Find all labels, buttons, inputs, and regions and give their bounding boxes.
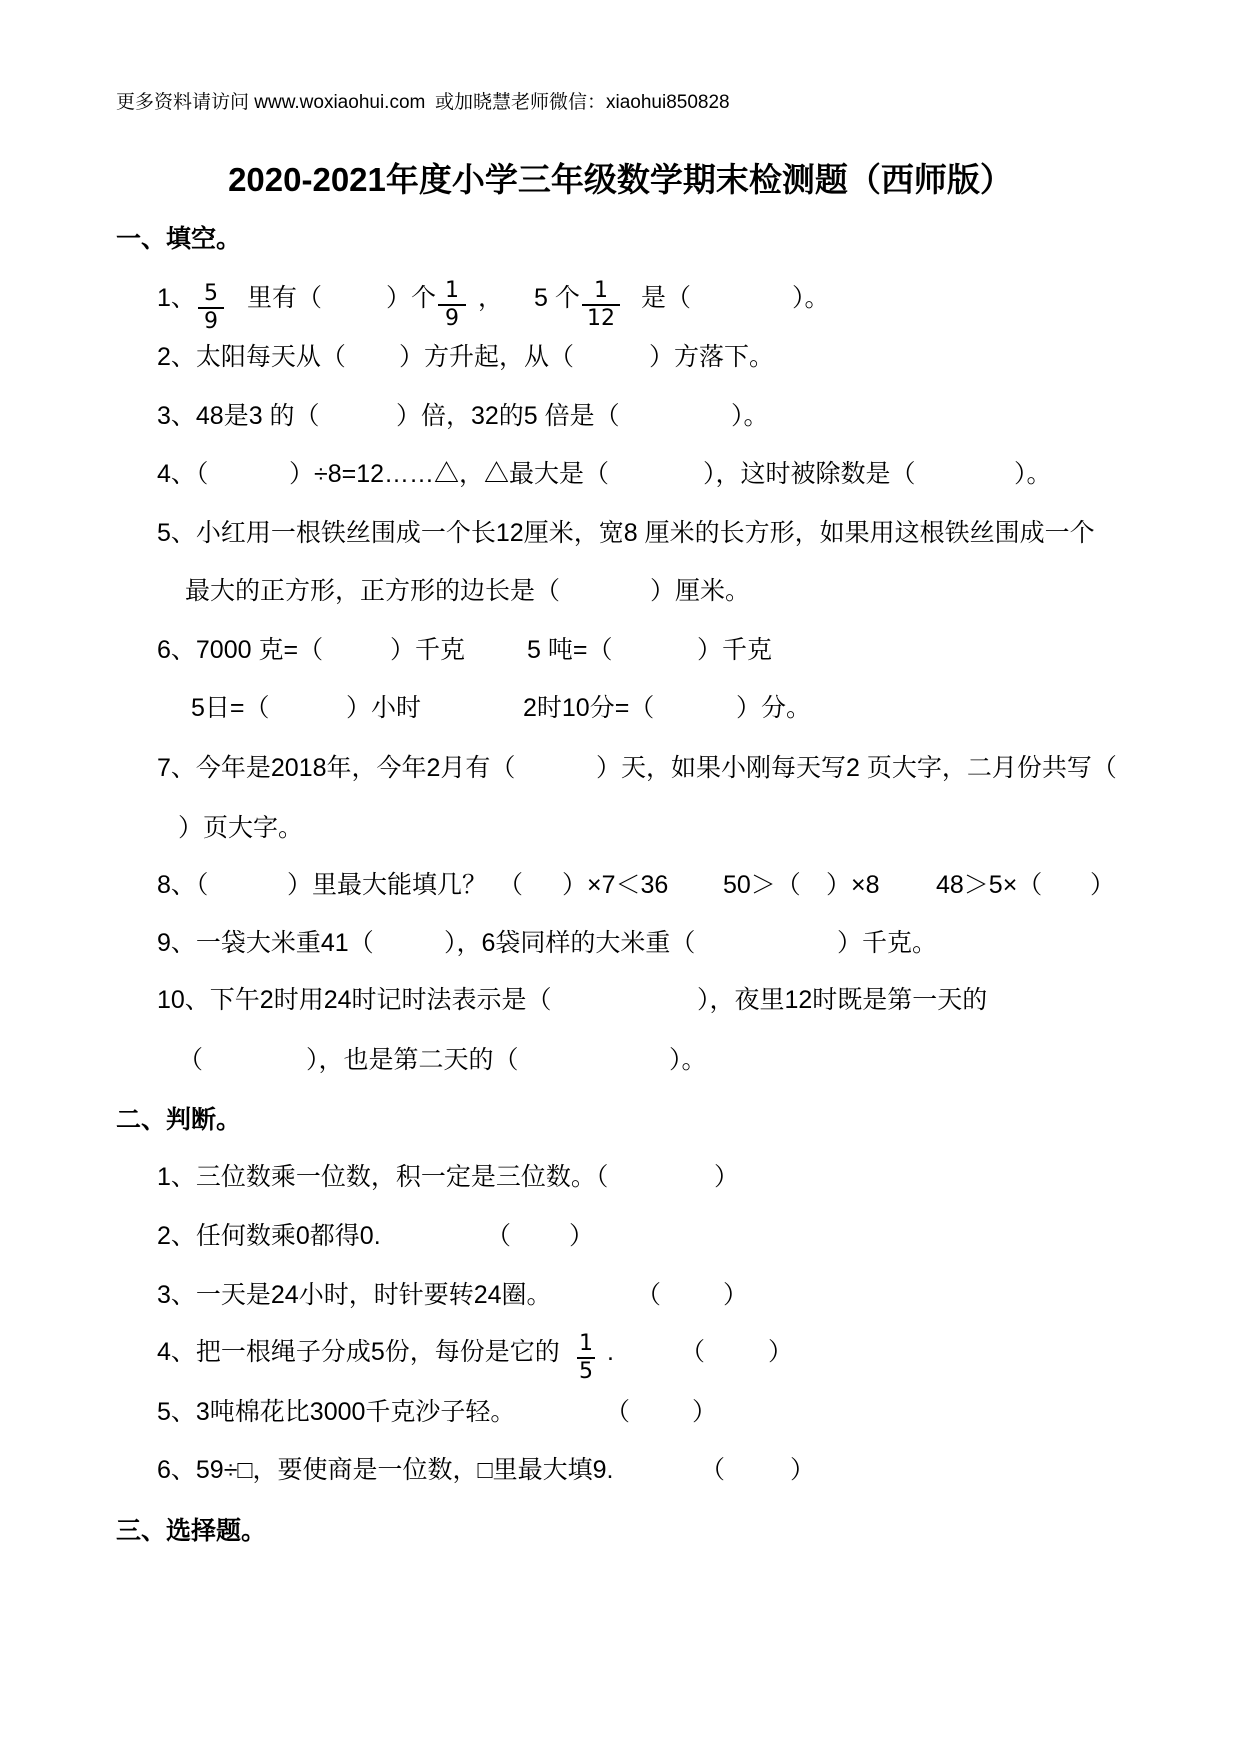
question-text: 6、59÷□，要使商是一位数，□里最大填9. (157, 1456, 614, 1484)
fraction-numerator: 1 (579, 1331, 593, 1356)
question-text: 2、太阳每天从（ (157, 343, 346, 371)
question-text: ），6袋同样的大米重（ (444, 929, 696, 957)
question-text: 4、（ (157, 460, 209, 488)
question-text: ）。 (669, 1046, 707, 1074)
question-text: ），夜里12时既是第一天的 (697, 986, 988, 1014)
judge-question-6 (0, 1453, 1241, 1487)
question-text: 1、三位数乘一位数，积一定是三位数。（ (157, 1163, 609, 1191)
question-text: ） (714, 1163, 740, 1191)
question-text: ）。 (1014, 460, 1052, 488)
question-text: （ (605, 1398, 631, 1426)
question-text: ） (1090, 871, 1116, 899)
question-text: 5 个 (534, 284, 580, 312)
judge-question-4 (0, 1331, 1241, 1384)
question-text: ）小时 (346, 694, 422, 722)
question-text: ）厘米。 (650, 577, 751, 605)
fill-question-5-continued (0, 574, 1241, 608)
question-text: 5、3吨棉花比3000千克沙子轻。 (157, 1398, 516, 1426)
question-text: （ (486, 1222, 512, 1250)
question-text: 5日=（ (191, 694, 270, 722)
question-text: 3、48是3 的（ (157, 402, 320, 430)
judge-question-1 (0, 1160, 1241, 1194)
question-number: 1、 (157, 284, 196, 312)
question-text: ）×7＜36 (562, 871, 669, 899)
question-text: 4、把一根绳子分成5份，每份是它的 (157, 1338, 560, 1366)
section-heading-choice: 三、选择题。 (116, 1517, 267, 1545)
judge-question-5 (0, 1395, 1241, 1429)
question-text: ） (692, 1398, 718, 1426)
header-site-text: 更多资料请访问 www.woxiaohui.com (116, 92, 426, 113)
question-text: 9、一袋大米重41（ (157, 929, 374, 957)
question-text: （ (680, 1338, 706, 1366)
question-text: 是（ (641, 284, 692, 312)
fill-question-7 (0, 751, 1241, 785)
question-text: （ (700, 1456, 726, 1484)
question-text: ），这时被除数是（ (703, 460, 916, 488)
question-text: （ (636, 1281, 662, 1309)
question-text: ）页大字。 (178, 814, 304, 842)
fill-question-6 (0, 633, 1241, 667)
question-text: ）千克 (697, 636, 773, 664)
question-text: ） (790, 1456, 816, 1484)
question-text: 50＞（ (723, 871, 801, 899)
question-text: 2、任何数乘0都得0. (157, 1222, 381, 1250)
question-text: ）里最大能填几？ (287, 871, 488, 899)
question-text: 6、7000 克=（ (157, 636, 324, 664)
fill-question-10-continued (0, 1043, 1241, 1077)
fraction-denominator: 12 (587, 306, 615, 331)
question-text: ）倍，32的5 倍是（ (396, 402, 620, 430)
question-text: ）×8 (826, 871, 880, 899)
question-text: ， (478, 284, 504, 312)
fraction (198, 281, 224, 335)
header-wechat-text: 或加晓慧老师微信：xiaohui850828 (435, 92, 730, 113)
question-text: ），也是第二天的（ (306, 1046, 519, 1074)
question-text: 5、小红用一根铁丝围成一个长12厘米，宽8 厘米的长方形，如果用这根铁丝围成一个 (157, 519, 1095, 547)
question-text: ）个 (386, 284, 437, 312)
question-text: ）方落下。 (649, 343, 775, 371)
judge-question-3 (0, 1278, 1241, 1312)
question-text: 3、一天是24小时，时针要转24圈。 (157, 1281, 552, 1309)
question-text: 2时10分=（ (523, 694, 655, 722)
question-text: ）÷8=12……△，△最大是（ (289, 460, 610, 488)
question-text: 8、（ (157, 871, 209, 899)
fraction-denominator: 9 (204, 309, 218, 334)
question-text: ）天，如果小刚每天写2 页大字，二月份共写（ (596, 754, 1117, 782)
question-text: ）。 (731, 402, 769, 430)
question-text: 10、下午2时用24时记时法表示是（ (157, 986, 552, 1014)
question-text: ） (569, 1222, 595, 1250)
question-text: . (607, 1338, 614, 1366)
question-text: ）千克 (390, 636, 466, 664)
question-text: ）。 (792, 284, 830, 312)
question-text: （ (178, 1046, 204, 1074)
fill-question-1 (0, 278, 1241, 334)
question-text: 48＞5×（ (936, 871, 1043, 899)
fill-question-8 (0, 868, 1241, 902)
question-text: （ (498, 871, 524, 899)
page-title: 2020-2021年度小学三年级数学期末检测题（西师版） (228, 161, 1013, 198)
question-text: ）千克。 (837, 929, 938, 957)
question-text: 最大的正方形，正方形的边长是（ (185, 577, 561, 605)
section-heading-fill: 一、填空。 (116, 225, 242, 253)
fill-question-5 (0, 516, 1241, 550)
fill-question-3 (0, 399, 1241, 433)
section-heading-judge: 二、判断。 (116, 1106, 242, 1134)
question-text: ）方升起，从（ (399, 343, 575, 371)
question-text: ） (768, 1338, 794, 1366)
question-text: ） (723, 1281, 749, 1309)
fraction (577, 1331, 595, 1385)
fraction-denominator: 9 (445, 306, 459, 331)
question-text: 7、今年是2018年，今年2月有（ (157, 754, 516, 782)
fraction-denominator: 5 (579, 1359, 593, 1384)
fraction (582, 278, 620, 332)
judge-question-2 (0, 1219, 1241, 1253)
question-text: 里有（ (247, 284, 323, 312)
question-text: ）分。 (736, 694, 812, 722)
fill-question-9 (0, 926, 1241, 960)
fill-question-7-continued (0, 811, 1241, 845)
fill-question-2 (0, 340, 1241, 374)
fraction-numerator: 1 (445, 278, 459, 303)
fraction (438, 278, 466, 332)
fill-question-10 (0, 983, 1241, 1017)
fraction-numerator: 5 (204, 281, 218, 306)
fraction-numerator: 1 (594, 278, 608, 303)
question-text: 5 吨=（ (527, 636, 613, 664)
fill-question-6-continued (0, 691, 1241, 725)
fill-question-4 (0, 457, 1241, 491)
